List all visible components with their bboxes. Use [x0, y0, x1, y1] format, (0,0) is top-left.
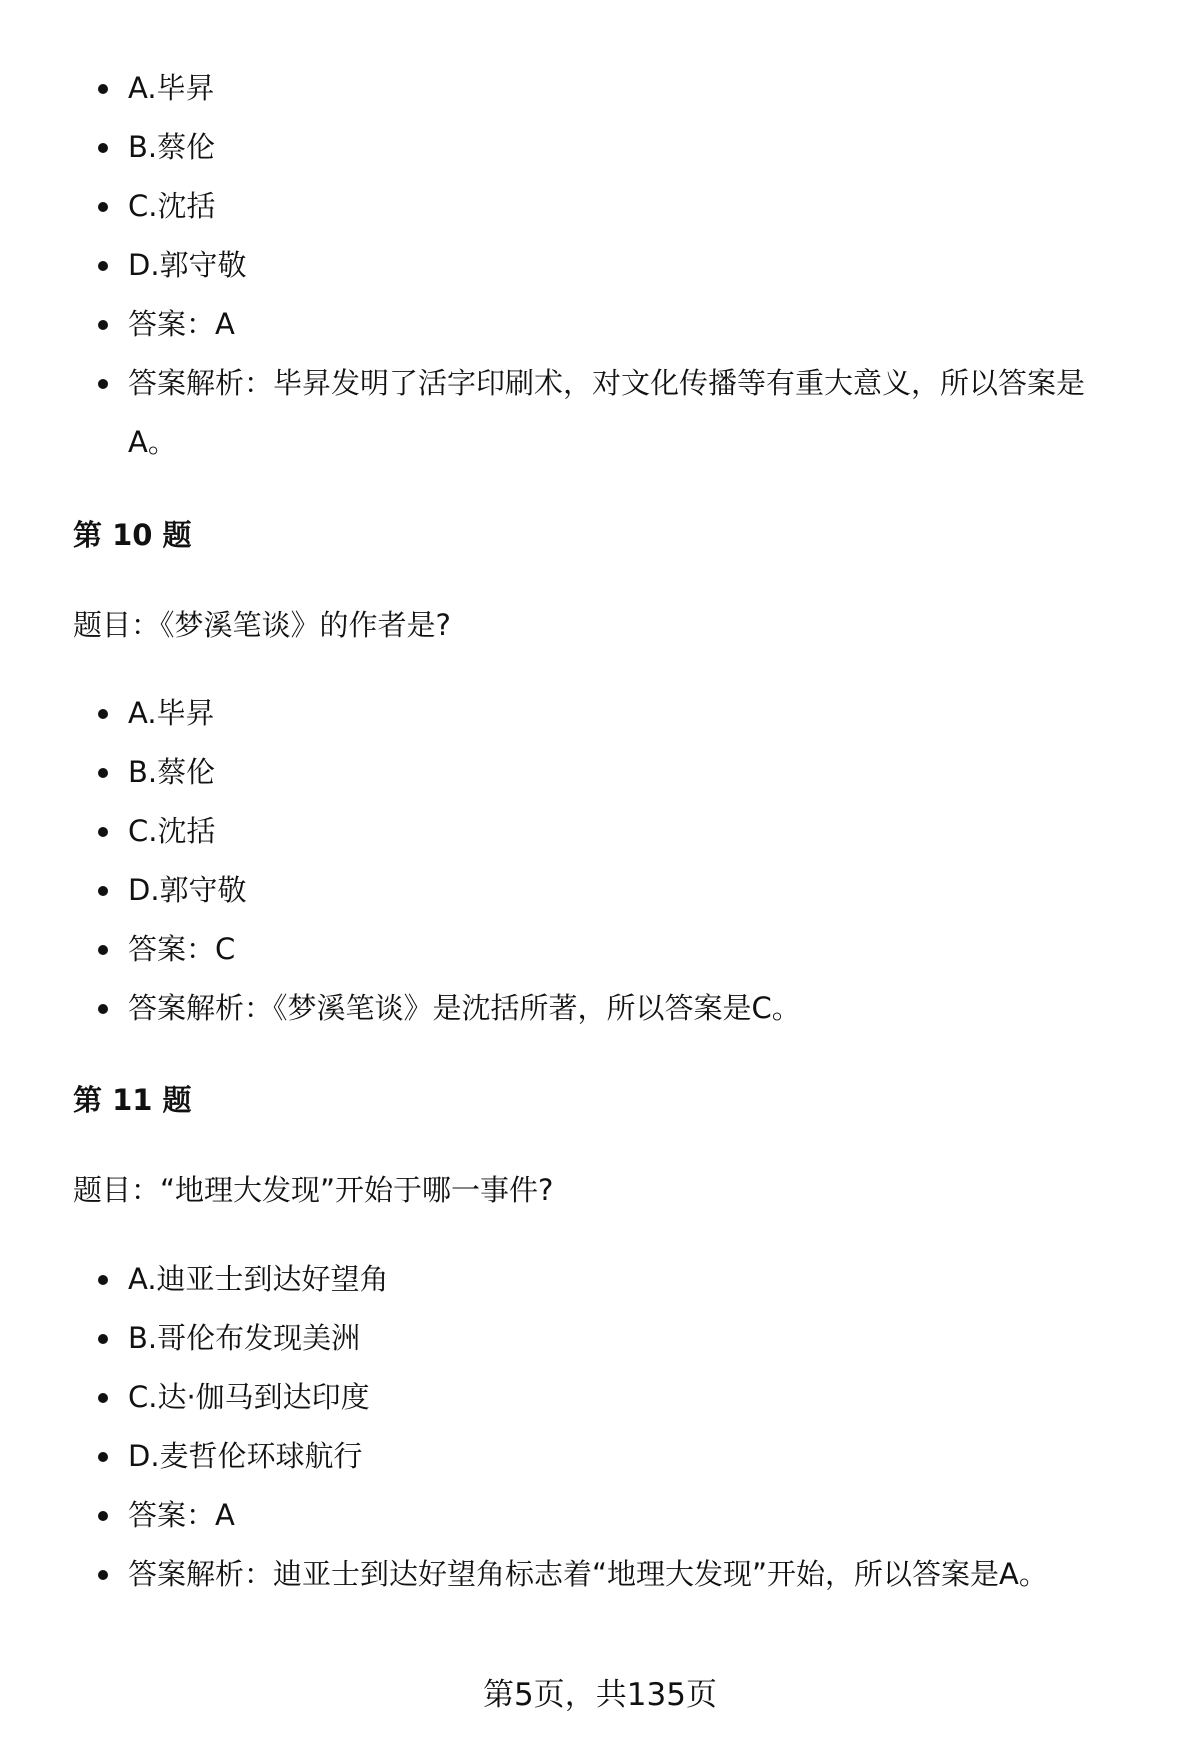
page-number-footer: 第5页，共135页 — [483, 1677, 717, 1713]
option-c: C.沈括 — [0, 802, 1200, 861]
question-9-options — [0, 59, 1200, 472]
answer-analysis: 答案解析：毕昇发明了活字印刷术，对文化传播等有重大意义，所以答案是A。 — [0, 354, 1200, 472]
answer: 答案：C — [0, 920, 1200, 979]
option-c: C.达·伽马到达印度 — [0, 1368, 1200, 1427]
answer: 答案：A — [0, 1486, 1200, 1545]
option-a: A.迪亚士到达好望角 — [0, 1250, 1200, 1309]
option-a: A.毕昇 — [0, 684, 1200, 743]
question-10-heading: 第 10 题 — [73, 518, 192, 552]
question-10-stem: 题目：《梦溪笔谈》的作者是? — [73, 608, 451, 642]
option-a: A.毕昇 — [0, 59, 1200, 118]
option-b: B.哥伦布发现美洲 — [0, 1309, 1200, 1368]
option-b: B.蔡伦 — [0, 118, 1200, 177]
option-c: C.沈括 — [0, 177, 1200, 236]
question-10-options — [0, 684, 1200, 1038]
option-b: B.蔡伦 — [0, 743, 1200, 802]
option-d: D.郭守敬 — [0, 861, 1200, 920]
answer-analysis: 答案解析：迪亚士到达好望角标志着“地理大发现”开始，所以答案是A。 — [0, 1545, 1200, 1604]
answer-analysis: 答案解析：《梦溪笔谈》是沈括所著，所以答案是C。 — [0, 979, 1200, 1038]
question-11-stem: 题目：“地理大发现”开始于哪一事件? — [73, 1173, 554, 1207]
answer: 答案：A — [0, 295, 1200, 354]
question-11-options — [0, 1250, 1200, 1604]
question-11-heading: 第 11 题 — [73, 1083, 192, 1117]
option-d: D.麦哲伦环球航行 — [0, 1427, 1200, 1486]
option-d: D.郭守敬 — [0, 236, 1200, 295]
